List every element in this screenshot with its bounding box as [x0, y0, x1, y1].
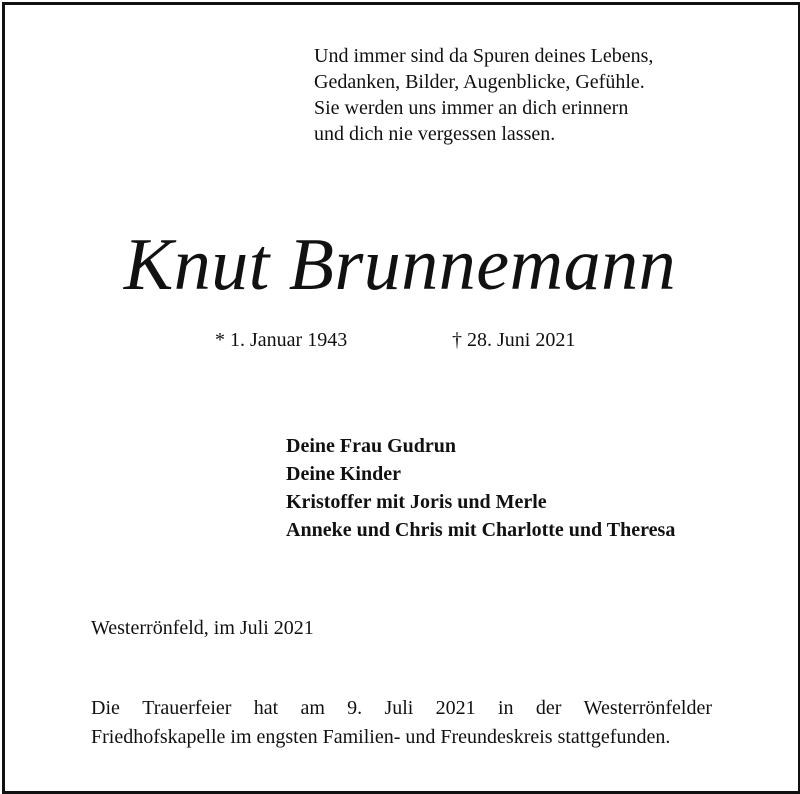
- birth-date: * 1. Januar 1943: [215, 329, 348, 351]
- funeral-notice-line: Friedhofskapelle im engsten Familien- und Freundeskreis stattgefunden.: [91, 726, 671, 748]
- deceased-name: Knut Brunnemann: [123, 224, 677, 306]
- family-line: Deine Kinder: [286, 463, 401, 485]
- notice-word: 2021: [435, 697, 476, 719]
- notice-word: der: [535, 697, 562, 719]
- notice-word: Die: [91, 697, 120, 719]
- family-mourners: [286, 432, 675, 544]
- family-line: Kristoffer mit Joris und Merle: [286, 491, 547, 513]
- poem: [314, 43, 653, 147]
- poem-line: Sie werden uns immer an dich erinnern: [314, 97, 629, 119]
- funeral-notice: [91, 694, 712, 752]
- death-date: † 28. Juni 2021: [452, 329, 576, 351]
- notice-word: Westerrönfelder: [583, 697, 712, 719]
- family-line: Anneke und Chris mit Charlotte und Theresa: [286, 519, 676, 541]
- notice-word: Trauerfeier: [142, 697, 232, 719]
- poem-line: Gedanken, Bilder, Augenblicke, Gefühle.: [314, 71, 645, 93]
- notice-word: hat: [253, 697, 279, 719]
- notice-word: 9.: [347, 697, 363, 719]
- poem-line: und dich nie vergessen lassen.: [314, 123, 556, 145]
- notice-word: am: [300, 697, 325, 719]
- funeral-notice-line: [91, 694, 712, 723]
- poem-line: Und immer sind da Spuren deines Lebens,: [314, 45, 654, 67]
- notice-word: Juli: [384, 697, 414, 719]
- place-and-date: Westerrönfeld, im Juli 2021: [91, 617, 314, 639]
- notice-word: in: [497, 697, 514, 719]
- family-line: Deine Frau Gudrun: [286, 435, 457, 457]
